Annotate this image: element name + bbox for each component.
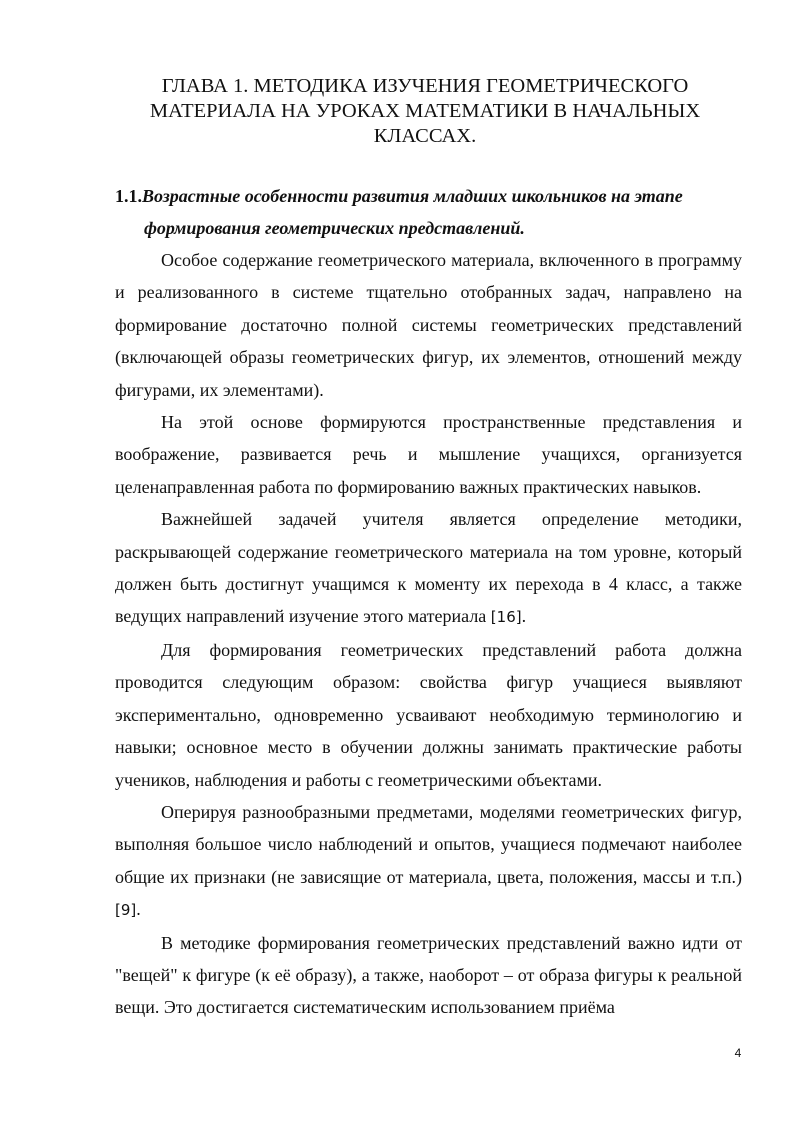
- paragraph-text: Особое содержание геометрического материала, включенного в программу и реализованного в системе тщательно отобранных задач, направлено на формирование достаточно полной системы геометрических представлений (включающей образы геометрических фигур, их элементов, отношений между фигурами, их элементами).: [115, 250, 742, 400]
- citation-reference: [9]: [115, 901, 137, 920]
- paragraph-1: [115, 244, 742, 406]
- section-heading-line2: [115, 212, 745, 244]
- paragraph-text: Оперируя разнообразными предметами, моделями геометрических фигур, выполняя большое число наблюдений и опытов, учащиеся подмечают наиболее общие их признаки (не зависящие от материала, цвета, положения, массы и т.п.): [115, 801, 742, 887]
- paragraph-2: [115, 406, 742, 503]
- body-text: [115, 244, 742, 1024]
- paragraph-end: .: [136, 899, 141, 920]
- chapter-title: ГЛАВА 1. МЕТОДИКА ИЗУЧЕНИЯ ГЕОМЕТРИЧЕСКОГО МАТЕРИАЛА НА УРОКАХ МАТЕМАТИКИ В НАЧАЛЬНЫХ КЛАССАХ.: [149, 75, 701, 147]
- section-title-line1: Возрастные особенности развития младших школьников на этапе: [142, 186, 683, 206]
- paragraph-text: На этой основе формируются пространственные представления и воображение, развивается речь и мышление учащихся, организуется целенаправленная работа по формированию важных практических навыков.: [115, 412, 742, 497]
- paragraph-text: Важнейшей задачей учителя является определение методики, раскрывающей содержание геометрического материала на том уровне, который должен быть достигнут учащимся к моменту их перехода в 4 класс, а также ведущих направлений изучение этого материала: [115, 509, 742, 627]
- page-number: 4: [734, 1046, 742, 1060]
- section-number: 1.1.: [115, 186, 142, 206]
- paragraph-4: [115, 634, 742, 796]
- section-heading: [115, 180, 745, 244]
- paragraph-end: .: [521, 606, 527, 627]
- section-title-line2: формирования геометрических представлений.: [144, 218, 525, 238]
- section-heading-line1: [115, 180, 745, 212]
- paragraph-6: [115, 927, 742, 1024]
- paragraph-text: Для формирования геометрических представлений работа должна проводится следующим образом: свойства фигур учащиеся выявляют экспериментально, одновременно усваивают необходимую терминологию и навыки; основное место в обучении должны занимать практические работы учеников, наблюдения и работы с геометрическими объектами.: [115, 639, 742, 790]
- paragraph-3: [115, 503, 742, 634]
- citation-reference: [16]: [490, 608, 522, 627]
- paragraph-text: В методике формирования геометрических представлений важно идти от "вещей" к фигуре (к её образу), а также, наоборот – от образа фигуры к реальной вещи. Это достигается систематическим использованием приёма: [115, 932, 742, 1018]
- paragraph-5: [115, 796, 742, 927]
